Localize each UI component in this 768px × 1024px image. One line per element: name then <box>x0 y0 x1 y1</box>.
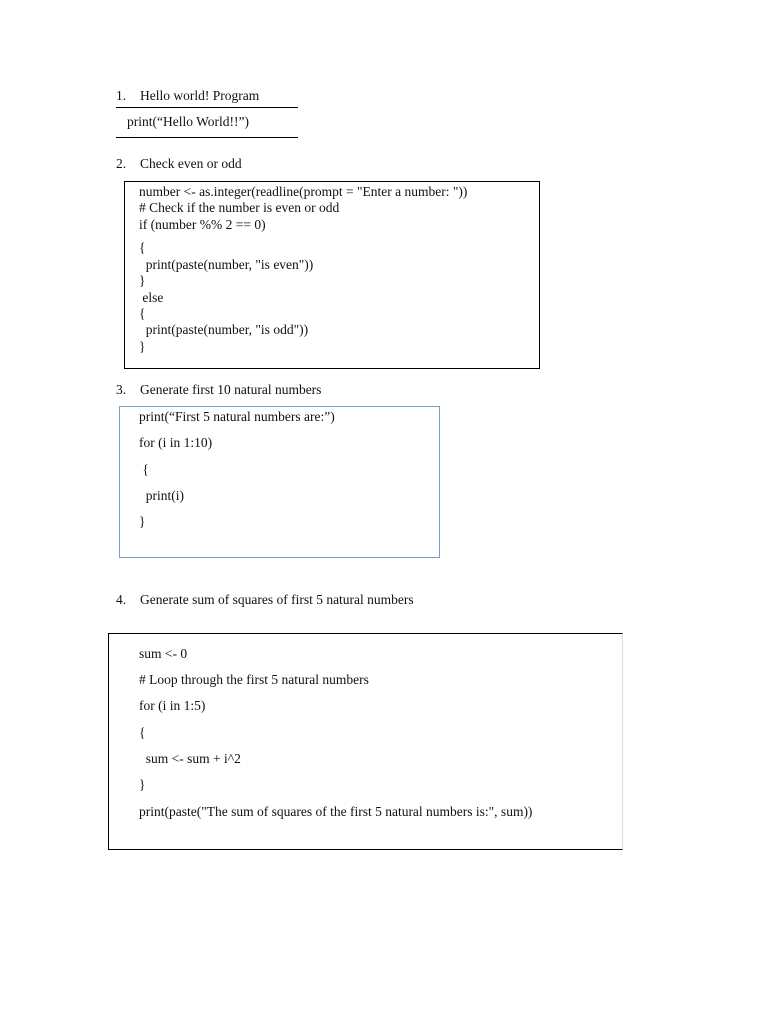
code-line: { <box>139 306 146 321</box>
code-line: # Loop through the first 5 natural numbers <box>139 672 369 687</box>
code-line: } <box>139 273 146 288</box>
code-line: if (number %% 2 == 0) <box>139 217 266 232</box>
section-2-code-box <box>124 181 540 369</box>
code-line: sum <- sum + i^2 <box>139 751 241 766</box>
code-line: sum <- 0 <box>139 646 188 661</box>
section-4-title: Generate sum of squares of first 5 natural numbers <box>140 592 414 607</box>
code-line: print(paste(number, "is odd")) <box>139 322 309 337</box>
code-line: print(“Hello World!!”) <box>127 114 249 129</box>
code-line: } <box>139 339 146 354</box>
section-3-title: Generate first 10 natural numbers <box>140 382 322 397</box>
code-line: } <box>139 514 146 529</box>
section-1-title: Hello world! Program <box>140 88 260 103</box>
code-line: { <box>139 725 146 740</box>
section-4-code-box <box>108 633 623 850</box>
code-line: else <box>139 290 164 305</box>
code-line: print(paste("The sum of squares of the first 5 natural numbers is:", sum)) <box>139 804 533 819</box>
code-line: print(“First 5 natural numbers are:”) <box>139 409 335 424</box>
section-1-code-box <box>116 107 298 138</box>
section-1-number: 1. <box>116 88 127 103</box>
code-line: print(paste(number, "is even")) <box>139 257 314 272</box>
code-line: for (i in 1:5) <box>139 698 206 713</box>
section-2-title: Check even or odd <box>140 156 242 171</box>
section-4-number: 4. <box>116 592 127 607</box>
code-line: { <box>139 462 149 477</box>
code-line: for (i in 1:10) <box>139 435 213 450</box>
code-line: } <box>139 777 146 792</box>
code-line: # Check if the number is even or odd <box>139 200 340 215</box>
code-line: { <box>139 240 146 255</box>
code-line: print(i) <box>139 488 184 503</box>
code-line: number <- as.integer(readline(prompt = "Enter a number: ")) <box>139 184 468 199</box>
section-2-number: 2. <box>116 156 127 171</box>
section-3-number: 3. <box>116 382 127 397</box>
section-3-code-box <box>119 406 440 558</box>
